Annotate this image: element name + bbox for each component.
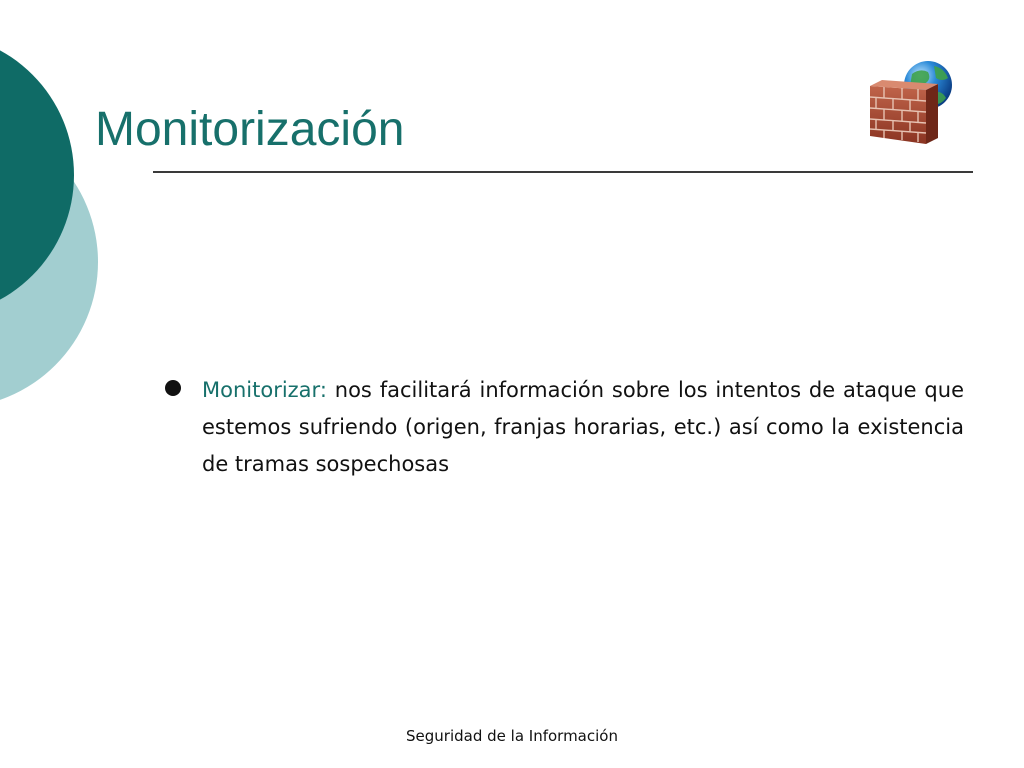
slide-title: Monitorización [95,103,405,156]
decorative-circles [0,0,110,410]
bullet-description: nos facilitará información sobre los intentos de ataque que estemos sufriendo (origen, franjas horarias, etc.) así como la existencia de tramas sospechosas [202,378,964,476]
bullet-term: Monitorizar: [202,378,327,402]
bullet-marker [165,380,181,396]
slide-footer: Seguridad de la Información [406,727,618,745]
firewall-globe-icon [862,58,960,150]
title-underline [153,171,973,173]
bullet-item [202,372,964,483]
